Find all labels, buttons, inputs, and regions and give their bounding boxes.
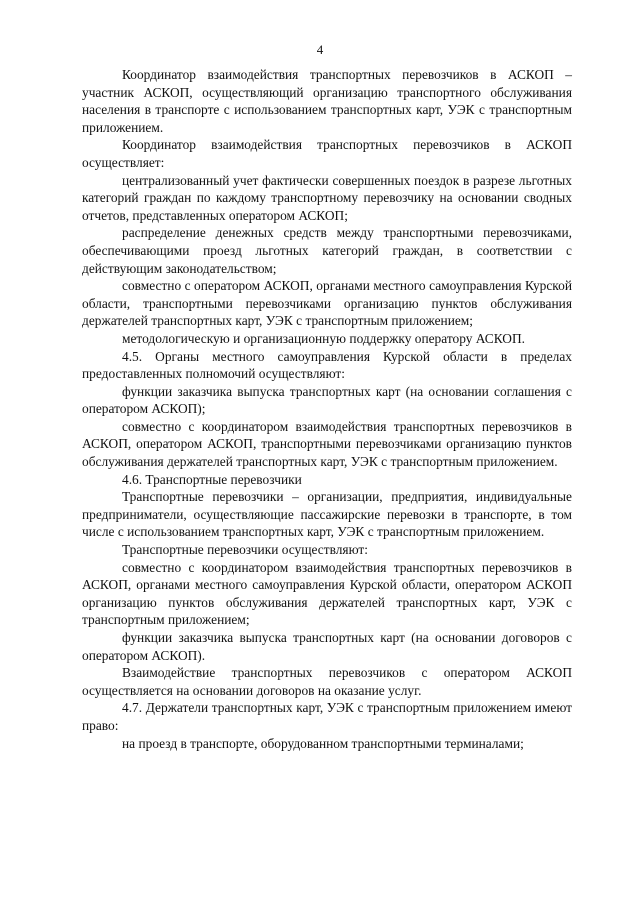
paragraph-right-to-travel: на проезд в транспорте, оборудованном транспортными терминалами; [122,735,524,751]
paragraph-section-4-5: 4.5. Органы местного самоуправления Курской области в пределах предоставленных полномочий осуществляют: [82,348,572,382]
paragraph-service-points-carriers: совместно с координатором взаимодействия транспортных перевозчиков в АСКОП, органами местного самоуправления Курской области, оператором АСКОП организацию пунктов обслуживания держателей транспортных карт, УЭК с транспортным приложением; [82,559,572,628]
paragraph-service-points-municipal: совместно с координатором взаимодействия транспортных перевозчиков в АСКОП, оператором АСКОП, транспортными перевозчиками организацию пунктов обслуживания держателей транспортных карт, УЭК с транспортным приложением. [82,418,572,470]
paragraph-customer-functions-carriers: функции заказчика выпуска транспортных карт (на основании договоров с оператором АСКОП). [82,630,572,663]
paragraph-carriers-definition: Транспортные перевозчики – организации, предприятия, индивидуальные предприниматели, осуществляющие пассажирские перевозки в транспорте, в том числе с использованием транспортных карт, УЭК с транспортным приложением. [82,489,572,540]
paragraph-funds-distribution: распределение денежных средств между транспортными перевозчиками, обеспечивающими проезд льготных категорий граждан, в соответствии с действующим законодательством; [82,225,572,276]
paragraph-centralized-accounting: централизованный учет фактически совершенных поездок в разрезе льготных категорий граждан по каждому транспортному перевозчику на основании сводных отчетов, представленных оператором АСКОП; [82,172,572,223]
paragraph-service-points-coordinator: совместно с оператором АСКОП, органами местного самоуправления Курской области, транспортными перевозчиками организацию пунктов обслуживания держателей транспортных карт, УЭК с транспортным приложением; [82,278,572,329]
paragraph-section-4-7: 4.7. Держатели транспортных карт, УЭК с транспортным приложением имеют право: [82,700,572,733]
paragraph-carriers-duties-intro: Транспортные перевозчики осуществляют: [122,542,368,558]
paragraph-methodological-support: методологическую и организационную поддержку оператору АСКОП. [122,330,525,346]
document-body [82,66,572,752]
paragraph-coordinator-definition: Координатор взаимодействия транспортных перевозчиков в АСКОП – участник АСКОП, осуществляющий организацию транспортного обслуживания населения в транспорте с использованием транспортных карт, УЭК с транспортным приложением. [82,67,572,135]
paragraph-section-4-6-heading: 4.6. Транспортные перевозчики [122,471,302,487]
page-number: 4 [316,42,324,57]
paragraph-coordinator-duties-intro: Координатор взаимодействия транспортных перевозчиков в АСКОП осуществляет: [82,137,572,170]
paragraph-customer-functions-municipal: функции заказчика выпуска транспортных карт (на основании соглашения с оператором АСКОП); [82,383,572,417]
paragraph-carriers-interaction: Взаимодействие транспортных перевозчиков с оператором АСКОП осуществляется на основании договоров на оказание услуг. [82,665,572,698]
